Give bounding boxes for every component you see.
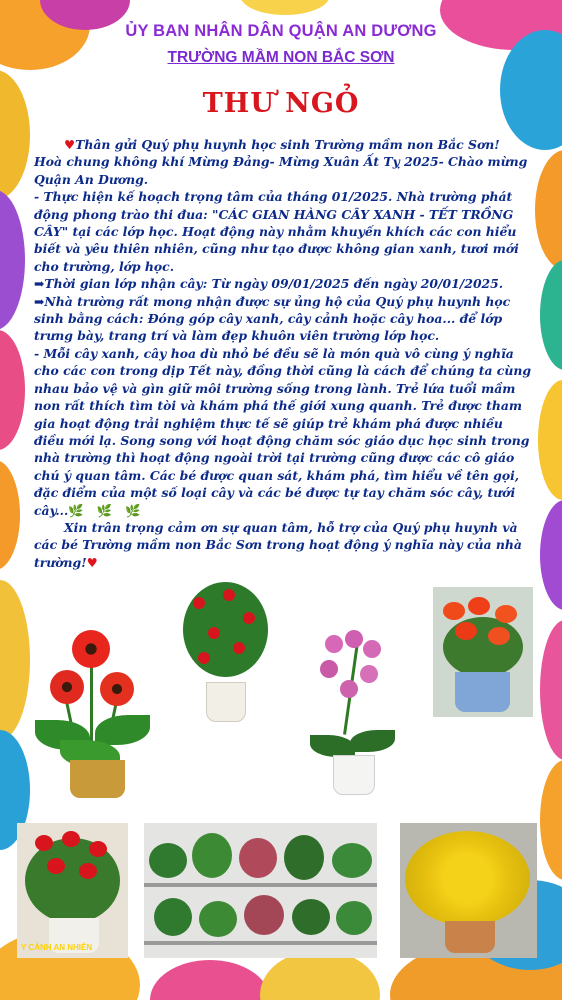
leaf-icon: 🌿 <box>96 502 113 518</box>
request-text: Nhà trường rất mong nhận được sự ủng hộ của Quý phụ huynh học sinh bằng cách: Đóng góp cây xanh, cây cảnh hoặc cây hoa... để lớp trưng bày, trang trí và làm đẹp khuôn viên trường lớp học. <box>34 293 511 344</box>
arrow-right-icon: ➡ <box>34 276 45 292</box>
lily-plant-photo <box>433 587 533 717</box>
thanks-text: Xin trân trọng cảm ơn sự quan tâm, hỗ trợ của Quý phụ huynh và các bé Trường mầm non Bắc Sơn trong hoạt động ý nghĩa này của nhà trường! <box>34 519 522 570</box>
meaning-text: - Mỗi cây xanh, cây hoa dù nhỏ bé đều sẽ là món quà vô cùng ý nghĩa cho các con trong dịp Tết này, đồng thời cũng là cách để chúng ta cùng nhau bảo vệ và gìn giữ môi trường sống trong lành. Trẻ lứa tuổi mầm non rất thích tìm tòi và khám phá thế giới xung quanh. Trẻ được tham gia hoạt động trải nghiệm thực tế sẽ giúp trẻ khám phá được nhiều điều mới lạ. Song song với hoạt động chăm sóc giáo dục học sinh trong nhà trường thì hoạt động ngoài trời tại trường cũng được các cô giáo chú ý quan tâm. Các bé được quan sát, khám phá, tìm hiểu về tên gọi, đặc điểm của một số loại cây và các bé được tự tay chăm sóc cây, tưới cây... <box>34 345 532 518</box>
thanks-paragraph <box>34 519 534 571</box>
request-paragraph <box>34 293 534 345</box>
meaning-paragraph <box>34 345 534 519</box>
red-roses-photo <box>17 823 128 958</box>
rose-bush-photo <box>178 577 273 732</box>
schedule-text: Thời gian lớp nhận cây: Từ ngày 09/01/2025 đến ngày 20/01/2025. <box>44 276 504 292</box>
context-paragraph: Hoà chung không khí Mừng Đảng- Mừng Xuân Ất Tỵ 2025- Chào mừng Quận An Dương. <box>34 154 528 187</box>
chrysanthemum-photo <box>400 823 537 958</box>
arrow-right-icon: ➡ <box>34 293 45 309</box>
plan-paragraph: - Thực hiện kế hoạch trọng tâm của tháng 01/2025. Nhà trường phát động phong trào thi đua: "CÁC GIAN HÀNG CÂY XANH - TẾT TRỒNG CÂY" tại các lớp học. Hoạt động này nhằm khuyến khích các con hiểu biết và yêu thiên nhiên, cũng như tạo được không gian xanh, tươi mới cho trường, lớp học. <box>34 189 519 274</box>
photo-watermark: Y CẢNH AN NHIÊN <box>21 943 93 952</box>
school-name: TRƯỜNG MẦM NON BẮC SƠN <box>167 49 395 66</box>
letter-title: THƯ NGỎ <box>202 88 360 119</box>
letter-body <box>34 136 534 571</box>
orchid-photo <box>305 625 397 800</box>
leaf-icon: 🌿 <box>68 502 84 518</box>
greeting-paragraph <box>34 136 534 153</box>
organization-name: ỦY BAN NHÂN DÂN QUẬN AN DƯƠNG <box>125 22 437 40</box>
heart-icon: ♥ <box>64 137 76 152</box>
schedule-paragraph <box>34 275 534 292</box>
gerbera-plant-photo <box>30 630 155 805</box>
heart-icon: ♥ <box>86 554 98 570</box>
leaf-icon: 🌿 <box>125 502 141 518</box>
greeting-text: Thân gửi Quý phụ huynh học sinh Trường mầm non Bắc Sơn! <box>75 137 500 152</box>
plant-shelf-photo <box>144 823 377 958</box>
